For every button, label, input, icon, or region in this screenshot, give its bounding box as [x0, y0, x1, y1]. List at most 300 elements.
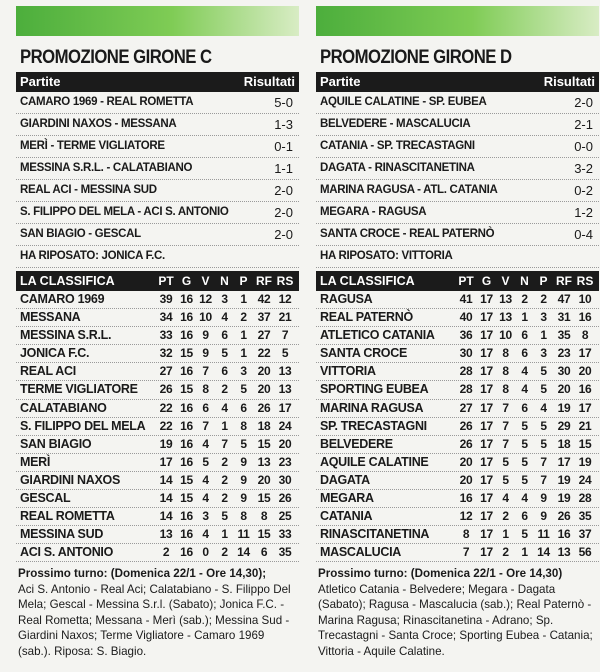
standings-p: 3	[540, 346, 547, 361]
standings-v: 4	[202, 527, 209, 542]
standings-rf: 15	[257, 527, 271, 542]
standings-g: 17	[480, 328, 493, 343]
match-teams: SANTA CROCE - REAL PATERNÒ	[320, 228, 495, 240]
header-green-bar	[316, 6, 599, 36]
standings-v: 7	[502, 400, 509, 415]
standings-rs: 13	[278, 382, 292, 397]
standings-pt: 14	[159, 491, 173, 506]
standings-g: 17	[480, 400, 493, 415]
standings-v: 12	[199, 292, 212, 306]
standings-p: 8	[240, 509, 247, 524]
standings-rs: 33	[278, 527, 292, 542]
standings-team: AQUILE CALATINE	[320, 454, 429, 469]
standings-pt: 39	[159, 292, 173, 306]
standings-team: CAMARO 1969	[20, 292, 105, 306]
standings-v: 10	[499, 328, 512, 343]
standings-n: 5	[221, 509, 228, 524]
standings-pt: 19	[159, 436, 173, 451]
match-row	[316, 136, 599, 158]
standings-team: S. FILIPPO DEL MELA	[20, 418, 146, 433]
standings-row	[16, 400, 299, 418]
standings-team: TERME VIGLIATORE	[20, 382, 138, 397]
standings-team: REAL PATERNÒ	[320, 310, 413, 325]
standings-p: 7	[540, 454, 547, 469]
next-round-fixtures: Aci S. Antonio - Real Aci; Calatabiano - S. Filippo Del Mela; Gescal - Messina S.r.l. (Sabato); Jonica F.C. - Real Rometta; Messana - Merì (sab.); Messina Sud - Giardini Naxos; Terme Vigliatore - Camaro 1969 (sab.). Riposa: S. Biagio.	[18, 582, 291, 658]
match-score: 1-1	[274, 161, 293, 176]
standings-n: 6	[521, 400, 528, 415]
standings-rf: 37	[257, 310, 271, 325]
standings-v: 7	[502, 418, 509, 433]
standings-row	[316, 363, 599, 381]
standings-table	[16, 271, 299, 562]
matches-header	[316, 72, 599, 92]
standings-rf: 35	[557, 328, 571, 343]
standings-pt: 17	[159, 454, 173, 469]
standings-n: 6	[221, 328, 228, 343]
standings-row	[16, 345, 299, 363]
standings-g: 15	[180, 346, 193, 361]
standings-v: 9	[202, 328, 209, 343]
standings-row	[316, 472, 599, 490]
standings-pt: 32	[159, 346, 173, 361]
standings-pt: 13	[159, 527, 173, 542]
standings-pt: 26	[159, 382, 173, 397]
next-round-label: Prossimo turno: (Domenica 22/1 - Ore 14,30)	[318, 567, 563, 581]
standings-rs: 5	[281, 346, 289, 361]
standings-n: 6	[221, 364, 228, 379]
standings-pt: 14	[159, 472, 173, 487]
standings-rf: 22	[257, 346, 271, 361]
standings-rs: 17	[578, 346, 592, 361]
standings-v: 5	[502, 454, 509, 469]
standings-team: REAL ROMETTA	[20, 509, 115, 524]
match-score: 0-4	[574, 227, 593, 242]
standings-team: VITTORIA	[320, 364, 376, 379]
standings-p: 11	[237, 527, 250, 542]
standings-p: 2	[240, 310, 247, 325]
standings-g: 16	[180, 364, 193, 379]
standings-p: 2	[540, 292, 547, 306]
standings-rf: 47	[557, 292, 571, 306]
match-teams: SAN BIAGIO - GESCAL	[20, 228, 141, 240]
standings-row	[16, 472, 299, 490]
match-teams: AQUILE CALATINE - SP. EUBEA	[320, 96, 487, 108]
standings-rf: 18	[257, 418, 271, 433]
standings-rf: 23	[557, 346, 571, 361]
standings-header	[16, 271, 299, 291]
match-row	[316, 158, 599, 180]
matches-header	[16, 72, 299, 92]
standings-rf: 30	[557, 364, 571, 379]
standings-g: 17	[480, 472, 493, 487]
rest-team: HA RIPOSATO: VITTORIA	[316, 246, 599, 268]
standings-g: 16	[180, 310, 193, 325]
standings-team: DAGATA	[320, 472, 370, 487]
standings-g: 15	[180, 491, 193, 506]
standings-p: 4	[540, 400, 547, 415]
standings-g: 16	[180, 436, 193, 451]
standings-v: 7	[202, 418, 209, 433]
standings-pt: 28	[459, 382, 473, 397]
standings-n: 6	[521, 328, 528, 343]
standings-n: 2	[221, 491, 228, 506]
standings-team: MESSANA	[20, 310, 81, 325]
standings-rs: 21	[578, 418, 592, 433]
standings-rs: 16	[578, 382, 592, 397]
standings-row	[316, 418, 599, 436]
standings-rf: 26	[557, 509, 571, 524]
standings-n: 5	[521, 418, 528, 433]
standings-v: 8	[202, 382, 209, 397]
standings-g: 16	[180, 292, 193, 306]
standings-row	[316, 544, 599, 562]
standings-pt: 41	[459, 292, 473, 306]
standings-p: 8	[240, 418, 247, 433]
standings-p: 1	[540, 328, 547, 343]
standings-rs: 24	[578, 472, 592, 487]
standings-rs: 10	[578, 292, 592, 306]
section-title: PROMOZIONE GIRONE C	[20, 47, 212, 68]
standings-p: 1	[240, 346, 247, 361]
match-score: 2-0	[274, 205, 293, 220]
standings-pt: 27	[159, 364, 173, 379]
results-header-label: Risultati	[543, 74, 595, 89]
match-list	[316, 92, 599, 268]
standings-rs: 21	[278, 310, 292, 325]
standings-n: 4	[521, 382, 528, 397]
standings-header-rs: RS	[576, 274, 594, 288]
match-row	[16, 180, 299, 202]
standings-n: 2	[221, 545, 228, 560]
standings-pt: 12	[459, 509, 473, 524]
standings-row	[316, 381, 599, 399]
standings-p: 9	[240, 472, 247, 487]
standings-pt: 28	[459, 364, 473, 379]
standings-v: 8	[502, 382, 509, 397]
standings-g: 16	[180, 454, 193, 469]
standings-row	[316, 400, 599, 418]
standings-rs: 8	[581, 328, 589, 343]
next-round	[16, 566, 299, 659]
standings-row	[16, 544, 299, 562]
standings-n: 5	[521, 454, 528, 469]
standings-header-pt: PT	[158, 274, 174, 288]
standings-p: 9	[240, 491, 247, 506]
standings-header-n: N	[520, 274, 529, 288]
standings-v: 4	[202, 472, 209, 487]
match-teams: BELVEDERE - MASCALUCIA	[320, 118, 471, 130]
standings-row	[316, 327, 599, 345]
standings-pt: 22	[159, 400, 173, 415]
match-score: 0-0	[574, 139, 593, 154]
standings-rs: 56	[578, 545, 592, 560]
standings-p: 14	[537, 545, 550, 560]
standings-g: 17	[480, 382, 493, 397]
standings-pt: 34	[159, 310, 173, 325]
standings-rs: 17	[578, 400, 592, 415]
standings-rf: 19	[557, 491, 571, 506]
standings-rs: 35	[278, 545, 292, 560]
standings-row	[316, 309, 599, 327]
standings-header-g: G	[481, 274, 492, 288]
standings-rf: 20	[557, 382, 571, 397]
standings-row	[316, 436, 599, 454]
standings-rf: 8	[260, 509, 268, 524]
standings-g: 17	[480, 292, 493, 306]
match-row	[16, 136, 299, 158]
standings-rf: 15	[257, 491, 271, 506]
standings-rs: 17	[278, 400, 292, 415]
standings-g: 17	[480, 310, 493, 325]
standings-pt: 27	[459, 400, 473, 415]
standings-g: 16	[180, 509, 193, 524]
match-list	[16, 92, 299, 268]
standings-rf: 13	[557, 545, 571, 560]
standings-v: 2	[502, 509, 509, 524]
standings-n: 5	[521, 472, 528, 487]
match-teams: DAGATA - RINASCITANETINA	[320, 162, 475, 174]
standings-v: 7	[202, 364, 209, 379]
standings-p: 9	[540, 509, 547, 524]
standings-n: 1	[521, 545, 528, 560]
standings-n: 1	[221, 418, 228, 433]
standings-rf: 42	[257, 292, 271, 306]
standings-n: 1	[521, 310, 528, 325]
standings-g: 16	[180, 400, 193, 415]
standings-row	[16, 291, 299, 309]
standings-team: GESCAL	[20, 491, 71, 506]
standings-pt: 33	[159, 328, 173, 343]
standings-row	[16, 490, 299, 508]
standings-rf: 27	[257, 328, 271, 343]
standings-team: SPORTING EUBEA	[320, 382, 429, 397]
standings-pt: 40	[459, 310, 473, 325]
standings-rs: 12	[278, 292, 292, 306]
standings-team: MESSINA SUD	[20, 527, 104, 542]
standings-n: 6	[521, 509, 528, 524]
match-teams: MEGARA - RAGUSA	[320, 206, 427, 218]
girone-d-panel	[316, 0, 599, 659]
standings-team: RAGUSA	[320, 292, 373, 306]
standings-p: 9	[540, 491, 547, 506]
standings-row	[16, 454, 299, 472]
standings-n: 6	[521, 346, 528, 361]
standings-p: 9	[240, 454, 247, 469]
standings-rf: 20	[257, 382, 271, 397]
standings-v: 6	[202, 400, 209, 415]
standings-rs: 25	[278, 509, 292, 524]
standings-pt: 30	[459, 346, 473, 361]
standings-row	[16, 526, 299, 544]
standings-p: 5	[540, 418, 547, 433]
standings-rs: 28	[578, 491, 592, 506]
standings-row	[16, 363, 299, 381]
matches-header-label: Partite	[320, 74, 361, 89]
standings-pt: 22	[159, 418, 173, 433]
standings-pt: 16	[459, 491, 473, 506]
standings-team: MERÌ	[20, 454, 51, 469]
standings-team: MESSINA S.R.L.	[20, 328, 112, 343]
match-teams: S. FILIPPO DEL MELA - ACI S. ANTONIO	[20, 206, 229, 218]
standings-team: REAL ACI	[20, 364, 76, 379]
match-row	[16, 158, 299, 180]
standings-n: 4	[521, 364, 528, 379]
standings-team: ATLETICO CATANIA	[320, 328, 435, 343]
standings-v: 13	[499, 310, 512, 325]
standings-v: 4	[502, 491, 509, 506]
standings-pt: 20	[459, 472, 473, 487]
standings-header-v: V	[201, 274, 210, 288]
standings-pt: 2	[162, 545, 170, 560]
standings-p: 1	[240, 292, 247, 306]
standings-pt: 36	[459, 328, 473, 343]
match-score: 2-0	[574, 95, 593, 110]
standings-n: 4	[221, 400, 228, 415]
standings-n: 4	[521, 491, 528, 506]
standings-v: 4	[202, 491, 209, 506]
next-round-fixtures: Atletico Catania - Belvedere; Megara - Dagata (Sabato); Ragusa - Mascalucia (sab.); Real Paternò - Marina Ragusa; Rinascitanetina - Adrano; Sp. Trecastagni - Santa Croce; Sporting Eubea - Catania; Vittoria - Aquile Calatine.	[318, 582, 593, 658]
standings-team: SANTA CROCE	[320, 346, 407, 361]
standings-g: 17	[480, 346, 493, 361]
match-score: 5-0	[274, 95, 293, 110]
match-teams: MERÌ - TERME VIGLIATORE	[20, 140, 165, 152]
matches-header-label: Partite	[20, 74, 61, 89]
standings-team: SAN BIAGIO	[20, 436, 92, 451]
match-teams: CAMARO 1969 - REAL ROMETTA	[20, 96, 194, 108]
standings-rs: 7	[281, 328, 289, 343]
standings-rf: 19	[557, 400, 571, 415]
standings-rf: 16	[557, 527, 571, 542]
standings-p: 6	[240, 400, 247, 415]
standings-table	[316, 271, 599, 562]
standings-p: 5	[240, 436, 247, 451]
standings-rf: 17	[557, 454, 571, 469]
standings-g: 17	[480, 509, 493, 524]
standings-header-rf: RF	[256, 274, 272, 288]
standings-team: GIARDINI NAXOS	[20, 472, 120, 487]
standings-rf: 19	[557, 472, 571, 487]
standings-header-team: LA CLASSIFICA	[20, 274, 115, 288]
standings-p: 1	[240, 328, 247, 343]
standings-rs: 37	[578, 527, 592, 542]
standings-g: 16	[180, 328, 193, 343]
match-row	[316, 114, 599, 136]
match-score: 1-2	[574, 205, 593, 220]
match-teams: REAL ACI - MESSINA SUD	[20, 184, 157, 196]
standings-header-n: N	[220, 274, 229, 288]
standings-g: 17	[480, 364, 493, 379]
header-green-bar	[16, 6, 299, 36]
standings-rs: 16	[578, 310, 592, 325]
standings-v: 4	[202, 436, 209, 451]
match-row	[16, 202, 299, 224]
match-score: 3-2	[574, 161, 593, 176]
match-teams: MESSINA S.R.L. - CALATABIANO	[20, 162, 193, 174]
standings-g: 17	[480, 436, 493, 451]
standings-header-team: LA CLASSIFICA	[320, 274, 415, 288]
standings-rs: 26	[278, 491, 292, 506]
standings-p: 5	[540, 364, 547, 379]
standings-n: 3	[221, 292, 228, 306]
standings-row	[316, 508, 599, 526]
standings-rf: 26	[257, 400, 271, 415]
match-row	[16, 114, 299, 136]
standings-team: MEGARA	[320, 491, 374, 506]
rest-team: HA RIPOSATO: JONICA F.C.	[16, 246, 299, 268]
match-row	[316, 180, 599, 202]
standings-rs: 13	[278, 364, 292, 379]
standings-row	[16, 508, 299, 526]
girone-c-panel	[16, 0, 299, 659]
standings-g: 15	[180, 382, 193, 397]
standings-v: 1	[502, 527, 509, 542]
standings-row	[316, 454, 599, 472]
standings-rf: 18	[557, 436, 571, 451]
standings-v: 13	[499, 292, 512, 306]
standings-row	[16, 436, 299, 454]
next-round-label: Prossimo turno: (Domenica 22/1 - Ore 14,30);	[18, 567, 267, 581]
match-score: 2-0	[274, 183, 293, 198]
standings-team: RINASCITANETINA	[320, 527, 430, 542]
match-teams: GIARDINI NAXOS - MESSANA	[20, 118, 177, 130]
standings-v: 3	[202, 509, 209, 524]
match-score: 2-1	[574, 117, 593, 132]
match-score: 2-0	[274, 227, 293, 242]
standings-n: 5	[521, 527, 528, 542]
standings-g: 16	[180, 545, 193, 560]
results-header-label: Risultati	[243, 74, 295, 89]
standings-row	[316, 345, 599, 363]
standings-row	[16, 309, 299, 327]
standings-rf: 15	[257, 436, 271, 451]
standings-g: 17	[480, 491, 493, 506]
standings-rs: 35	[578, 509, 592, 524]
standings-header-p: P	[539, 274, 548, 288]
standings-v: 9	[202, 346, 209, 361]
standings-g: 17	[480, 418, 493, 433]
standings-g: 15	[180, 472, 193, 487]
match-row	[316, 224, 599, 246]
standings-p: 7	[540, 472, 547, 487]
standings-n: 2	[221, 382, 228, 397]
standings-team: CATANIA	[320, 509, 373, 524]
standings-g: 17	[480, 527, 493, 542]
standings-v: 0	[202, 545, 209, 560]
standings-pt: 20	[459, 454, 473, 469]
standings-pt: 8	[462, 527, 470, 542]
standings-row	[316, 526, 599, 544]
standings-rf: 29	[557, 418, 571, 433]
standings-team: ACI S. ANTONIO	[20, 545, 114, 560]
standings-pt: 26	[459, 418, 473, 433]
standings-header-g: G	[181, 274, 192, 288]
standings-p: 14	[237, 545, 250, 560]
standings-g: 17	[480, 545, 493, 560]
match-row	[316, 92, 599, 114]
standings-pt: 7	[462, 545, 470, 560]
standings-rs: 15	[578, 436, 592, 451]
standings-team: MASCALUCIA	[320, 545, 402, 560]
standings-rs: 20	[578, 364, 592, 379]
standings-row	[16, 381, 299, 399]
standings-p: 5	[540, 436, 547, 451]
standings-n: 1	[221, 527, 228, 542]
standings-pt: 26	[459, 436, 473, 451]
standings-rs: 20	[278, 436, 292, 451]
match-row	[316, 202, 599, 224]
match-row	[16, 92, 299, 114]
match-score: 0-1	[274, 139, 293, 154]
